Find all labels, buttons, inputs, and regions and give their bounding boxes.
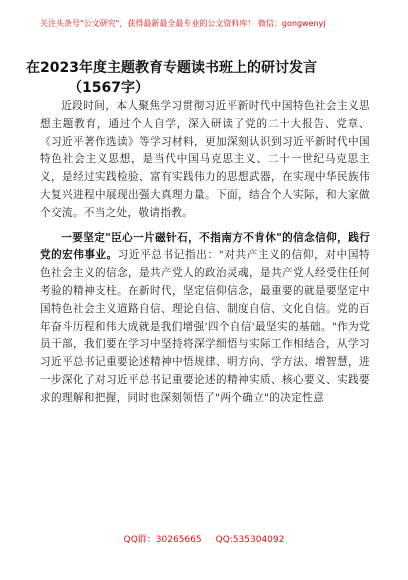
paragraph-intro: 近段时间，本人聚焦学习贯彻习近平新时代中国特色社会主义思想主题教育，通过个人自学，深入研读了党的二十大报告、党章、《习近平著作选读》等学习材料，更加深刻认识到习近平新时代中国特色社会主义思想，是当代中国马克思主义、二十一世纪马克思主义，是经过实践检验、富有实践伟力的思想武器，在实现中华民族伟大复兴进程中展现出强大真理力量。下面，结合个人实际，和大家做个交流。不当之处，敬请指教。 [40,100,370,219]
section-one-text: 习近平总书记指出："对共产主义的信仰，对中国特色社会主义的信念，是共产党人的政治灵魂，是共产党人经受住任何考验的精神支柱。在新时代，坚定信仰信念，最重要的就是要坚定中国特色社会主义道路自信、理论自信、制度自信、文化自信。党的百年奋斗历程和伟大成就是我们增强'四个自信'最坚实的基础。"作为党员干部，我们要在学习中坚持将深学细悟与实际工作相结合，从学习习近平总书记重要论述精神中悟规律、明方向、学方法、增智慧，进一步深化了对习近平总书记重要论述的精神实质、核心要义、实践要求的理解和把握，同时也深刻领悟了"两个确立"的决定性意 [40,249,371,404]
title-line-1: 在2023年度主题教育专题读书班上的研讨发言 [26,60,317,76]
footer-qq: QQ:535304092 [215,535,285,545]
header-banner: 关注头条号"公文研究"，获得最新最全最专业的公文资料库！ 微信：gongwenyj [40,19,326,28]
footer-contact [0,532,408,545]
section-one-heading: 一要坚定"臣心一片磁针石，不指南方不肯休"的信念信仰，践行党的宏伟事业。 [40,231,370,262]
document-body [40,98,370,415]
footer-qq-group: QQ群：30265665 [123,535,202,545]
paragraph-section-one [40,230,370,408]
title-line-2: （1567字） [68,80,149,96]
document-title [26,58,386,98]
